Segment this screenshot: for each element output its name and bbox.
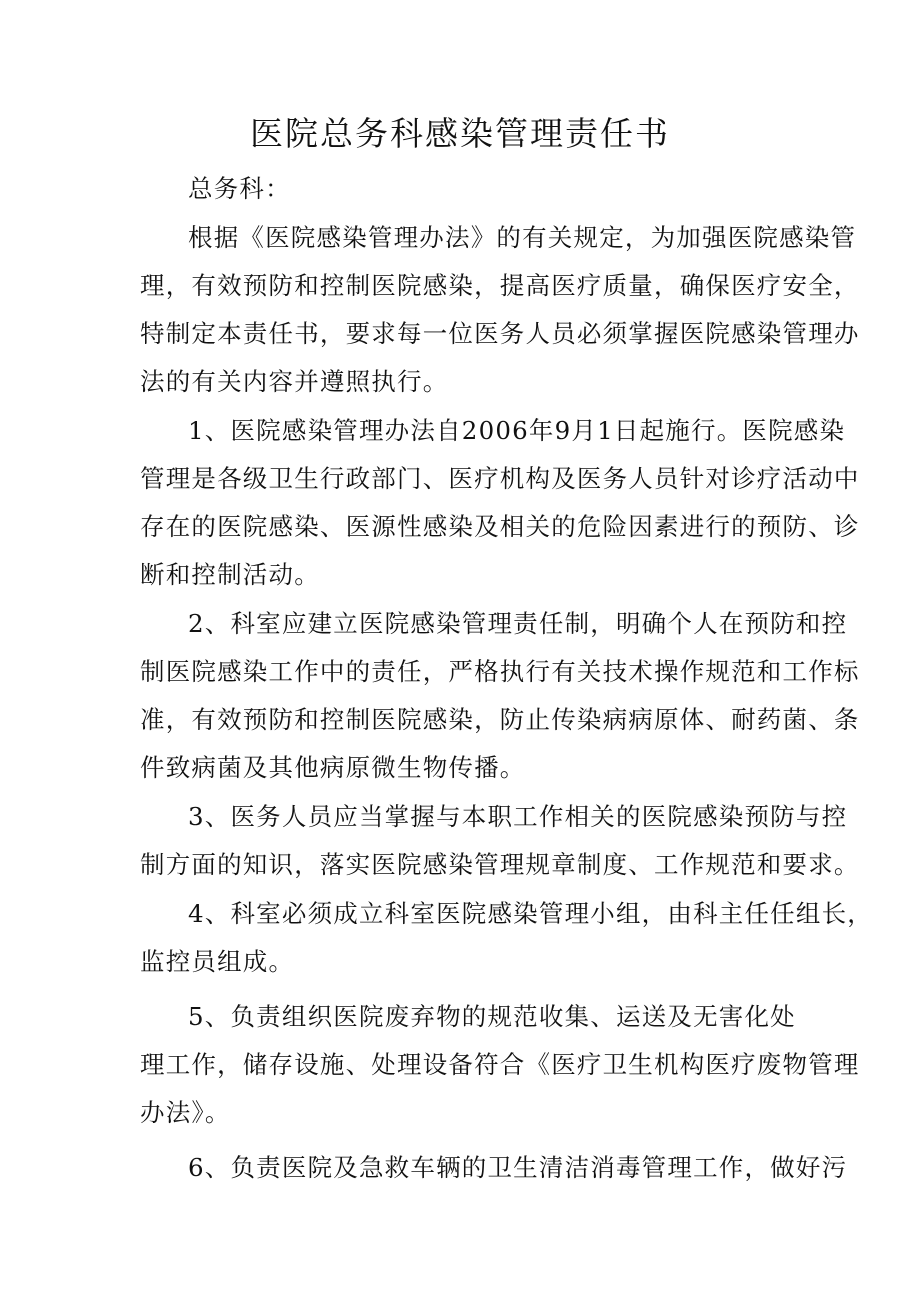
paragraph-line: 监控员组成。 — [140, 947, 295, 976]
paragraph-line: 4、科室必须成立科室医院感染管理小组，由科主任任组长， — [188, 899, 873, 928]
paragraph-line: 制方面的知识，落实医院感染管理规章制度、工作规范和要求。 — [140, 850, 860, 879]
paragraph-line: 办法》。 — [140, 1098, 231, 1127]
paragraph-line: 断和控制活动。 — [140, 560, 320, 589]
paragraph-line: 件致病菌及其他病原微生物传播。 — [140, 753, 526, 782]
document-title: 医院总务科感染管理责任书 — [250, 114, 670, 153]
paragraph-line: 1、医院感染管理办法自2006年9月1日起施行。医院感染 — [188, 416, 846, 445]
paragraph-line: 特制定本责任书，要求每一位医务人员必须掌握医院感染管理办 — [140, 319, 860, 348]
paragraph-line: 管理是各级卫生行政部门、医疗机构及医务人员针对诊疗活动中 — [140, 464, 860, 493]
salutation: 总务科： — [188, 174, 291, 203]
paragraph-line: 根据《医院感染管理办法》的有关规定，为加强医院感染管 — [188, 223, 857, 252]
paragraph-line: 法的有关内容并遵照执行。 — [140, 367, 449, 396]
paragraph-line: 制医院感染工作中的责任，严格执行有关技术操作规范和工作标 — [140, 657, 860, 686]
paragraph-line: 理，有效预防和控制医院感染，提高医疗质量，确保医疗安全， — [140, 271, 860, 300]
paragraph-line: 6、负责医院及急救车辆的卫生清洁消毒管理工作，做好污 — [188, 1153, 848, 1182]
paragraph-line: 3、医务人员应当掌握与本职工作相关的医院感染预防与控 — [188, 802, 848, 831]
paragraph-line: 5、负责组织医院废弃物的规范收集、运送及无害化处 — [188, 1002, 796, 1031]
paragraph-line: 准，有效预防和控制医院感染，防止传染病病原体、耐药菌、条 — [140, 705, 860, 734]
paragraph-line: 理工作，储存设施、处理设备符合《医疗卫生机构医疗废物管理 — [140, 1050, 860, 1079]
paragraph-line: 存在的医院感染、医源性感染及相关的危险因素进行的预防、诊 — [140, 512, 860, 541]
paragraph-line: 2、科室应建立医院感染管理责任制，明确个人在预防和控 — [188, 609, 848, 638]
